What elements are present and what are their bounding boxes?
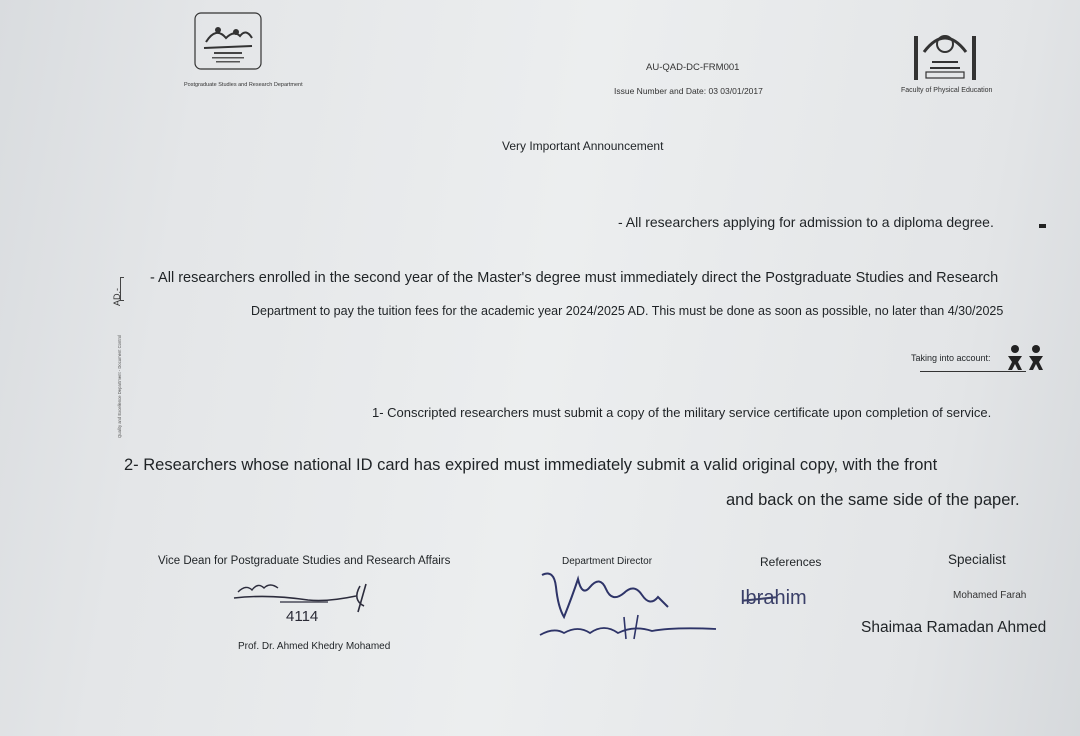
point-1: 1- Conscripted researchers must submit a copy of the military service certificate upon completion of service. <box>372 405 992 420</box>
masters-line-1: - All researchers enrolled in the second year of the Master's degree must immediately direct the Postgraduate Studies and Research <box>150 270 999 286</box>
faculty-name: Faculty of Physical Education <box>901 87 993 94</box>
specialist-name-2: Shaimaa Ramadan Ahmed <box>861 619 1047 636</box>
bullet-mark <box>1039 224 1046 228</box>
side-margin-suffix: AD.- <box>112 288 122 306</box>
references-title: References <box>760 555 822 569</box>
point-2-line-1: 2- Researchers whose national ID card has expired must immediately submit a valid original copy, with the front <box>124 456 938 474</box>
vice-dean-title: Vice Dean for Postgraduate Studies and Research Affairs <box>158 555 451 567</box>
department-name: Postgraduate Studies and Research Department <box>184 82 303 88</box>
specialist-title: Specialist <box>948 552 1006 567</box>
taking-into-account-label: Taking into account: <box>911 353 991 363</box>
people-icon <box>1004 344 1048 372</box>
references-signature: Ibrahim <box>740 587 807 609</box>
masters-line-2: Department to pay the tuition fees for the academic year 2024/2025 AD. This must be done as soon as possible, no later than 4/30/2025 <box>251 304 1004 318</box>
specialist-name-1: Mohamed Farah <box>953 590 1027 601</box>
point-2-line-2: and back on the same side of the paper. <box>726 491 1020 509</box>
announcement-title: Very Important Announcement <box>502 139 664 153</box>
university-logo <box>912 22 978 84</box>
issue-number-date: Issue Number and Date: 03 03/01/2017 <box>614 86 763 96</box>
vice-dean-name: Prof. Dr. Ahmed Khedry Mohamed <box>238 641 391 652</box>
vice-dean-number: 4114 <box>286 608 319 625</box>
department-logo <box>194 12 262 70</box>
diploma-line: - All researchers applying for admission to a diploma degree. <box>618 214 994 230</box>
director-signature <box>534 567 720 647</box>
document-code: AU-QAD-DC-FRM001 <box>646 62 740 73</box>
side-margin-text: Quality and Excellence Department - Document Control <box>117 334 122 438</box>
director-title: Department Director <box>562 556 653 567</box>
side-bracket <box>120 277 124 301</box>
